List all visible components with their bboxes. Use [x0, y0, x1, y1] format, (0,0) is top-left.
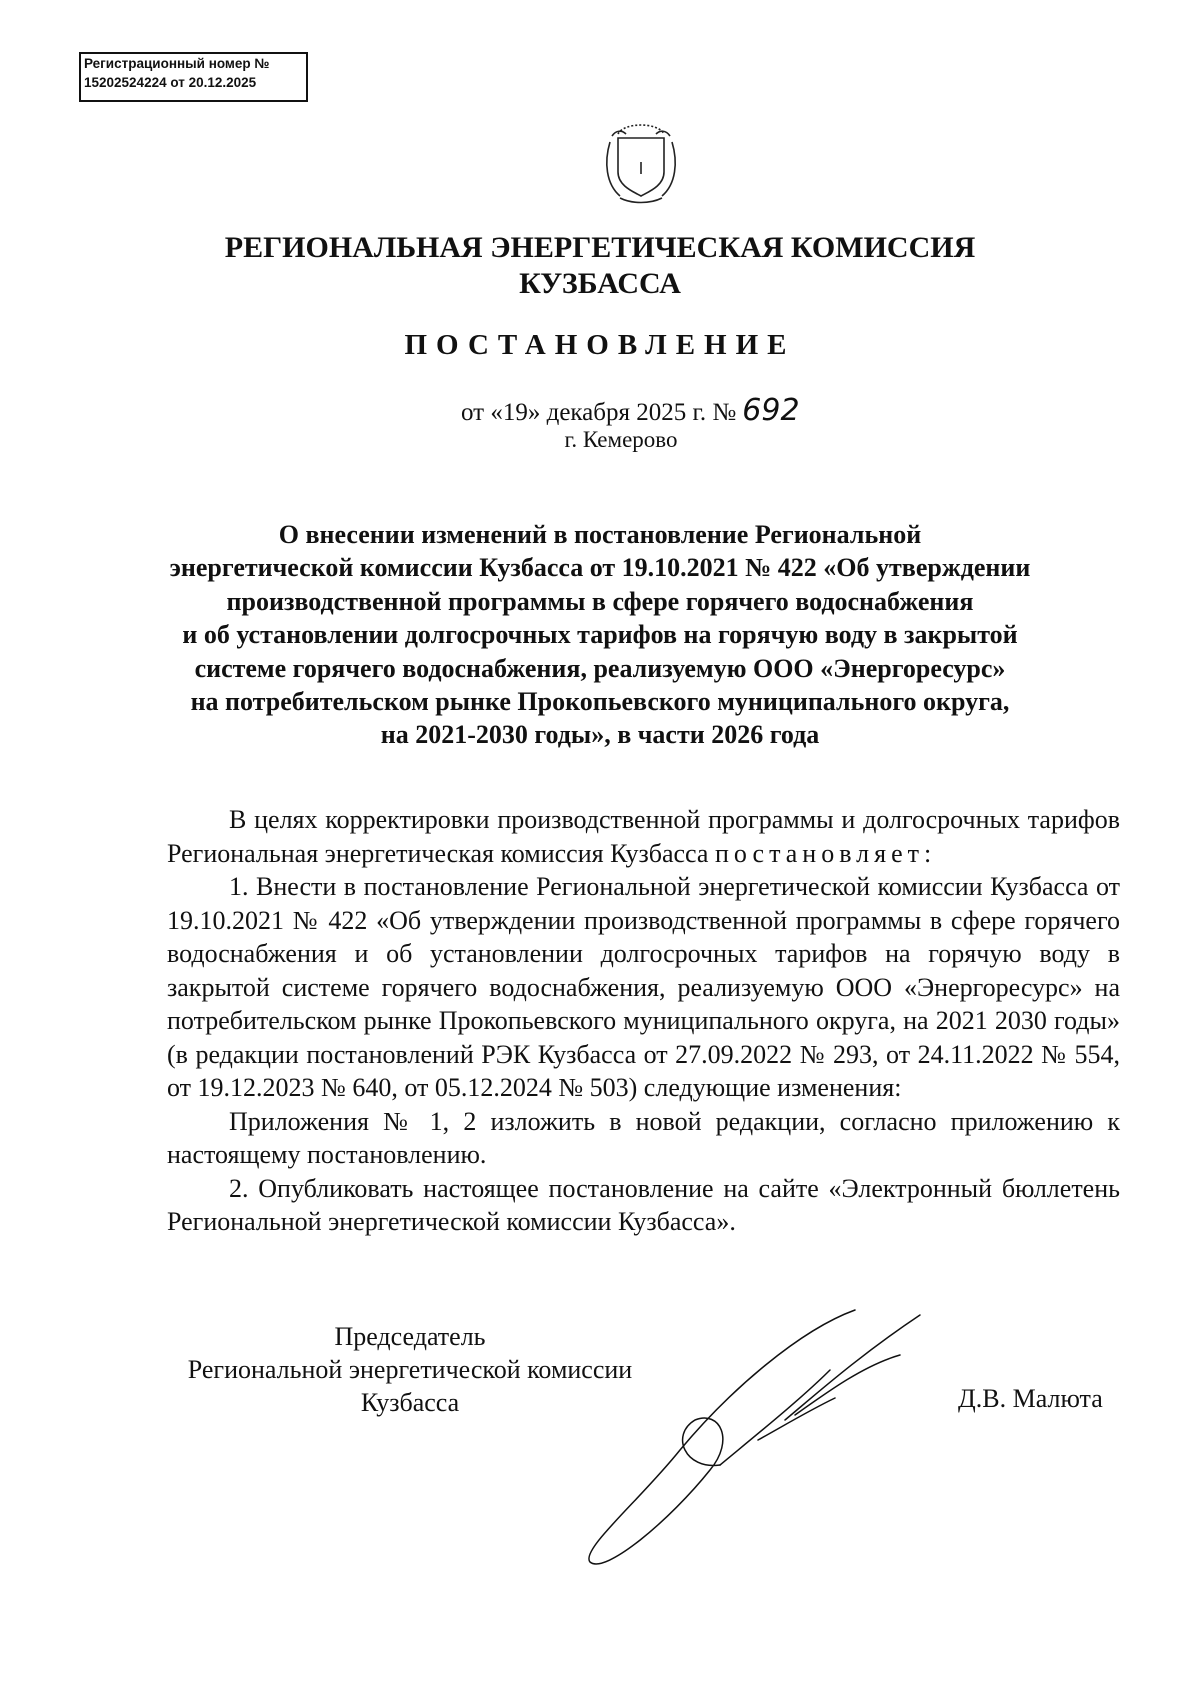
- title-line: О внесении изменений в постановление Региональной: [278, 520, 922, 549]
- document-title: [130, 518, 1070, 752]
- document-city: г. Кемерово: [564, 427, 678, 452]
- item-2-paragraph: 2. Опубликовать настоящее постановление на сайте «Электронный бюллетень Региональной энергетической комиссии Кузбасса».: [167, 1173, 1120, 1236]
- organization-name-line1: РЕГИОНАЛЬНАЯ ЭНЕРГЕТИЧЕСКАЯ КОМИССИЯ: [224, 231, 976, 264]
- title-line: системе горячего водоснабжения, реализуемую ООО «Энергоресурс»: [194, 653, 1006, 683]
- document-body: [167, 803, 1120, 1239]
- organization-name-line2: КУЗБАССА: [519, 267, 681, 300]
- signatory-position-line1: Председатель: [334, 1322, 486, 1351]
- document-date-line: [461, 393, 800, 428]
- signatory-name: Д.В. Малюта: [958, 1384, 1103, 1413]
- registration-number-label: Регистрационный номер №: [84, 56, 270, 71]
- document-type: ПОСТАНОВЛЕНИЕ: [404, 329, 796, 361]
- title-line: энергетической комиссии Кузбасса от 19.10.2021 № 422 «Об утверждении: [169, 553, 1031, 583]
- signatory-position-line3: Кузбасса: [360, 1388, 460, 1417]
- document-date: от «19» декабря 2025 г. №: [461, 399, 737, 426]
- coat-of-arms-icon: [598, 112, 684, 204]
- handwritten-signature: [560, 1300, 960, 1570]
- item-1-paragraph: 1. Внести в постановление Региональной энергетической комиссии Кузбасса от 19.10.2021 № 422 «Об утверждении производственной программы в сфере горячего водоснабжения и об установлении долгосрочных тарифов на горячую воду в закрытой системе горячего водоснабжения, реализуемую ООО «Энергоресурс» на потребительском рынке Прокопьевского муниципального округа, на 2021 2030 годы» (в редакции постановлений РЭК Кузбасса от 27.09.2022 № 293, от 24.11.2022 № 554, от 19.12.2023 № 640, от 05.12.2024 № 503) следующие изменения:: [167, 872, 1120, 1102]
- intro-paragraph: [167, 803, 1120, 870]
- title-line: на 2021-2030 годы», в части 2026 года: [380, 720, 820, 750]
- item-1-sub-paragraph: Приложения № 1, 2 изложить в новой редакции, согласно приложению к настоящему постановлению.: [167, 1106, 1120, 1169]
- document-number: 692: [742, 393, 800, 428]
- title-line: и об установлении долгосрочных тарифов на горячую воду в закрытой: [182, 620, 1018, 650]
- organization-name: [0, 230, 1200, 302]
- signatory-position-line2: Региональной энергетической комиссии: [187, 1355, 633, 1384]
- title-line: производственной программы в сфере горячего водоснабжения: [226, 586, 974, 616]
- registration-stamp: [79, 52, 308, 102]
- intro-text: В целях корректировки производственной программы и долгосрочных тарифов Региональная энергетическая комиссия Кузбасса: [167, 805, 1120, 868]
- decree-word: постановляет:: [714, 838, 937, 868]
- registration-number-value: 15202524224 от 20.12.2025: [84, 75, 257, 90]
- title-line: на потребительском рынке Прокопьевского муниципального округа,: [190, 687, 1010, 717]
